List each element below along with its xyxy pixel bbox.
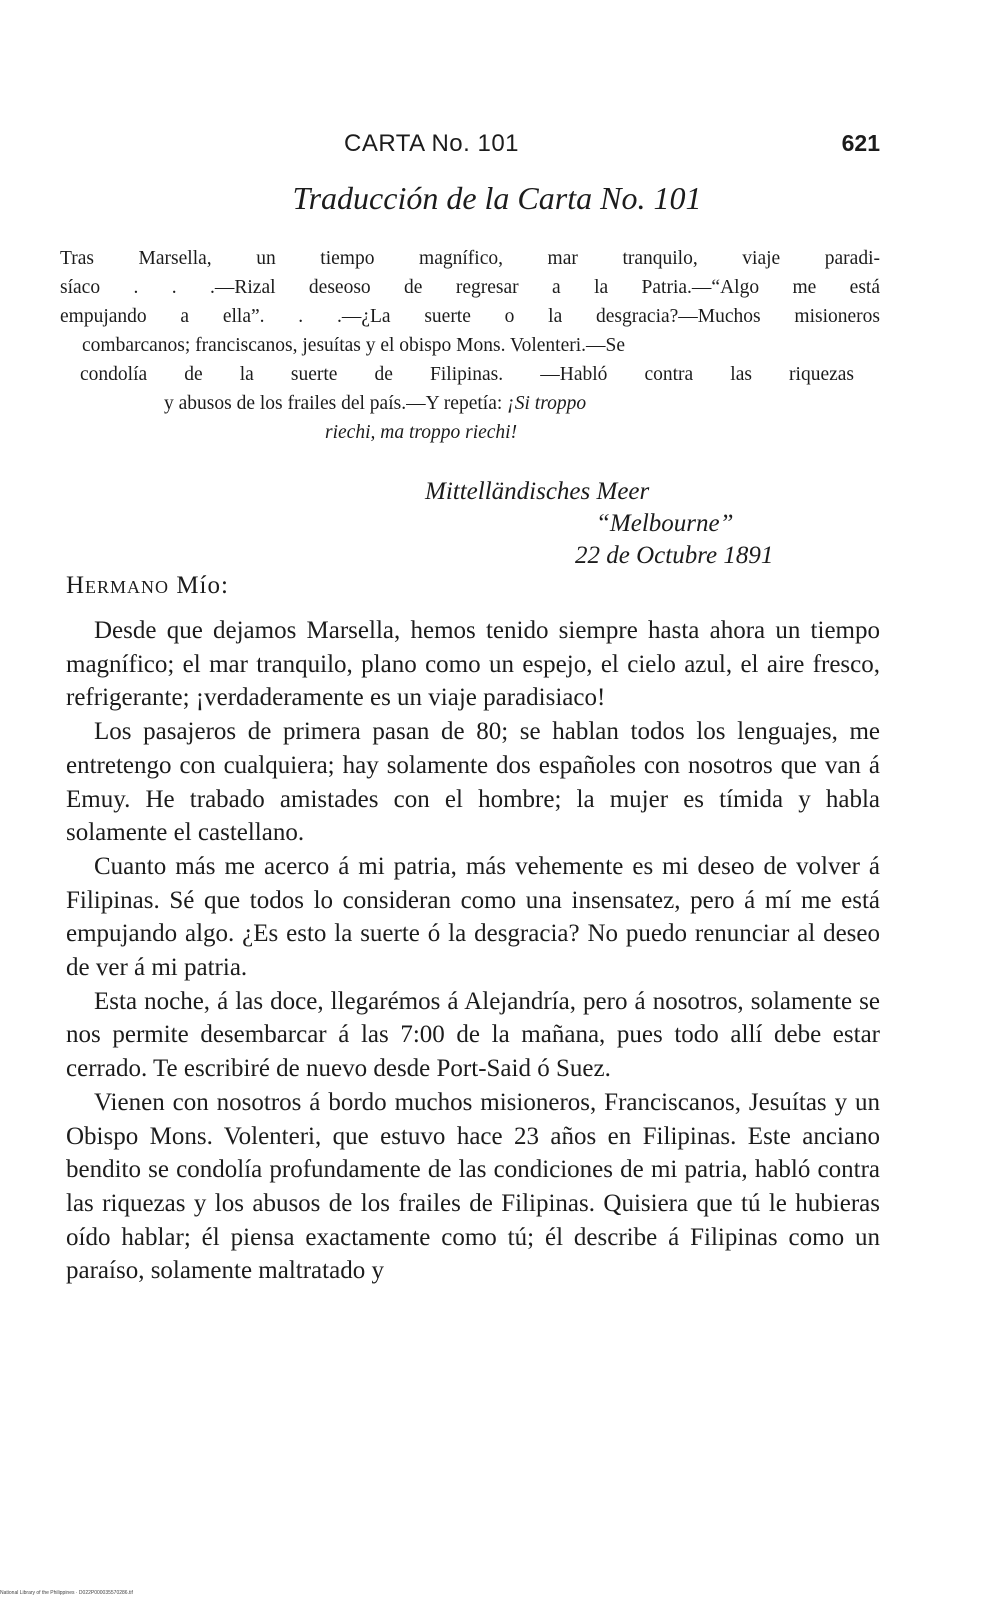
letter-body bbox=[66, 614, 880, 1288]
letter-summary bbox=[60, 244, 880, 447]
body-paragraph: Los pasajeros de primera pasan de 80; se hablan todos los lenguajes, me entretengo con cualquiera; hay solamente dos españoles con nosotros que van á Emuy. He trabado amistades con el hombre; la mujer es tímida y habla solamente el castellano. bbox=[66, 718, 880, 847]
summary-line: riechi, ma troppo riechi! bbox=[325, 422, 518, 443]
dateline-date: 22 de Octubre 1891 bbox=[575, 542, 774, 569]
salutation bbox=[66, 572, 229, 600]
summary-line: síaco . . .—Rizal deseoso de regresar a la Patria.—“Algo me está bbox=[60, 277, 880, 298]
salutation-first: Hermano bbox=[66, 572, 170, 599]
body-paragraph: Desde que dejamos Marsella, hemos tenido siempre hasta ahora un tiempo magnífico; el mar tranquilo, plano como un espejo, el cielo azul, el aire fresco, refrigerante; ¡verdaderamente es un viaje paradisiaco! bbox=[66, 617, 880, 712]
summary-line: empujando a ella”. . .—¿La suerte o la desgracia?—Muchos misioneros bbox=[60, 306, 880, 327]
scan-credit: National Library of the Philippines · D022P000035570286.tif bbox=[0, 1590, 133, 1596]
summary-line: Tras Marsella, un tiempo magnífico, mar tranquilo, viaje paradi- bbox=[60, 248, 880, 269]
summary-line-text: y abusos de los frailes del país.—Y repetía: bbox=[164, 393, 508, 414]
summary-quote: ¡Si troppo bbox=[507, 393, 587, 414]
page-number: 621 bbox=[841, 130, 880, 156]
summary-line: condolía de la suerte de Filipinas. —Habló contra las riquezas bbox=[80, 364, 854, 385]
salutation-second: Mío: bbox=[176, 572, 229, 599]
summary-line: combarcanos; franciscanos, jesuítas y el obispo Mons. Volenteri.—Se bbox=[82, 335, 626, 356]
dateline-ship: “Melbourne” bbox=[596, 510, 734, 537]
summary-line bbox=[60, 389, 880, 418]
dateline bbox=[380, 476, 880, 572]
translation-title: Traducción de la Carta No. 101 bbox=[292, 180, 702, 216]
dateline-place: Mittelländisches Meer bbox=[425, 478, 650, 505]
letter-heading: CARTA No. 101 bbox=[344, 130, 520, 157]
body-paragraph: Cuanto más me acerco á mi patria, más vehemente es mi deseo de volver á Filipinas. Sé que todos lo consideran como una insensatez, pero á mí me está empujando algo. ¿Es esto la suerte ó la desgracia? No puedo renunciar al deseo de ver á mi patria. bbox=[66, 852, 880, 982]
page-header bbox=[344, 130, 880, 166]
body-paragraph: Esta noche, á las doce, llegarémos á Alejandría, pero á nosotros, solamente se nos permite desembarcar á las 7:00 de la mañana, pues todo allí debe estar cerrado. Te escribiré de nuevo desde Port-Said ó Suez. bbox=[66, 987, 880, 1083]
body-paragraph: Vienen con nosotros á bordo muchos misioneros, Franciscanos, Jesuítas y un Obispo Mons. Volenteri, que estuvo hace 23 años en Filipinas. Este anciano bendito se condolía profundamente de las condiciones de mi patria, habló contra las riquezas y los abusos de los frailes de Filipinas. Quisiera que tú le hubieras oído hablar; él piensa exactamente como tú; él describe á Filipinas como un paraíso, solamente maltratado y bbox=[66, 1088, 880, 1285]
